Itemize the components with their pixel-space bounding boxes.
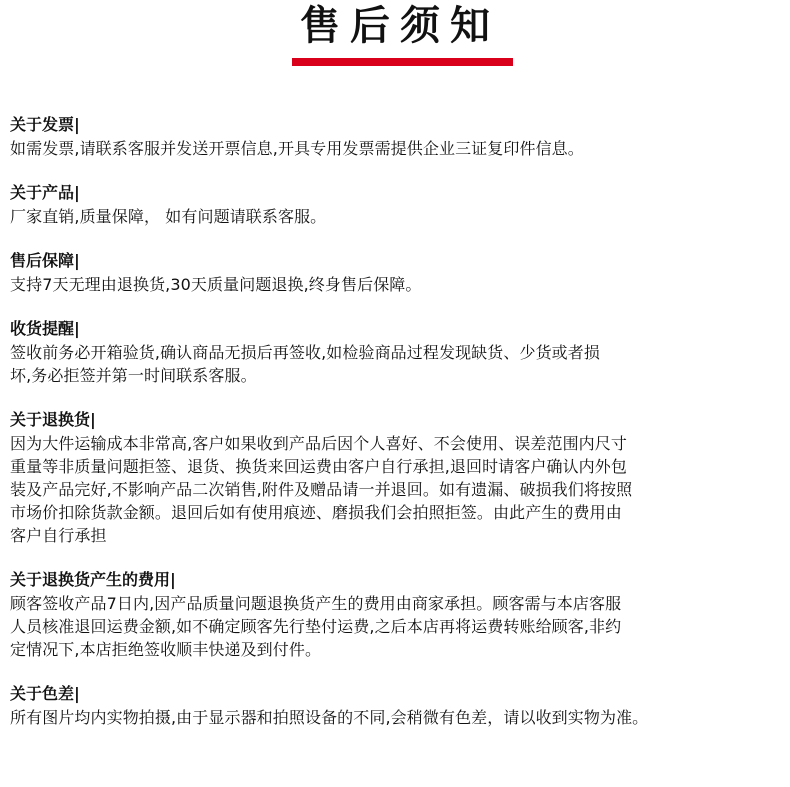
section-line: 所有图片均内实物拍摄,由于显示器和拍照设备的不同,会稍微有色差，请以收到实物为准。 [10,708,649,727]
section-return-fees [10,568,785,661]
section-heading: 关于退换货产生的费用| [10,570,176,589]
section-line: 坏,务必拒签并第一时间联系客服。 [10,366,257,385]
section-line: 定情况下,本店拒绝签收顺丰快递及到付件。 [10,640,322,659]
section-color-difference [10,682,785,729]
sections-container [10,113,785,729]
section-line: 如需发票,请联系客服并发送开票信息,开具专用发票需提供企业三证复印件信息。 [10,139,584,158]
section-line: 人员核准退回运费金额,如不确定顾客先行垫付运费,之后本店再将运费转账给顾客,非约 [10,617,622,636]
section-heading: 售后保障| [10,251,80,270]
section-product [10,181,785,228]
section-heading: 关于产品| [10,183,80,202]
section-returns [10,408,785,547]
section-line: 重量等非质量问题拒签、退货、换货来回运费由客户自行承担,退回时请客户确认内外包 [10,457,627,476]
section-heading: 收货提醒| [10,319,80,338]
section-line: 顾客签收产品7日内,因产品质量问题退换货产生的费用由商家承担。顾客需与本店客服 [10,594,622,613]
section-heading: 关于发票| [10,115,80,134]
section-heading: 关于退换货| [10,410,96,429]
section-line: 市场价扣除货款金额。退回后如有使用痕迹、磨损我们会拍照拒签。由此产生的费用由 [10,503,622,522]
section-line: 支持7天无理由退换货,30天质量问题退换,终身售后保障。 [10,275,422,294]
section-invoice [10,113,785,160]
section-line: 装及产品完好,不影响产品二次销售,附件及赠品请一并退回。如有遗漏、破损我们将按照 [10,480,633,499]
section-line: 因为大件运输成本非常高,客户如果收到产品后因个人喜好、不会使用、误差范围内尺寸 [10,434,627,453]
title-underline [292,58,513,66]
section-line: 厂家直销,质量保障， 如有问题请联系客服。 [10,207,327,226]
section-line: 签收前务必开箱验货,确认商品无损后再签收,如检验商品过程发现缺货、少货或者损 [10,343,600,362]
section-receipt-reminder [10,317,785,387]
section-heading: 关于色差| [10,684,80,703]
section-line: 客户自行承担 [10,526,107,545]
section-after-sales [10,249,785,296]
page-title: 售后须知 [300,3,500,49]
